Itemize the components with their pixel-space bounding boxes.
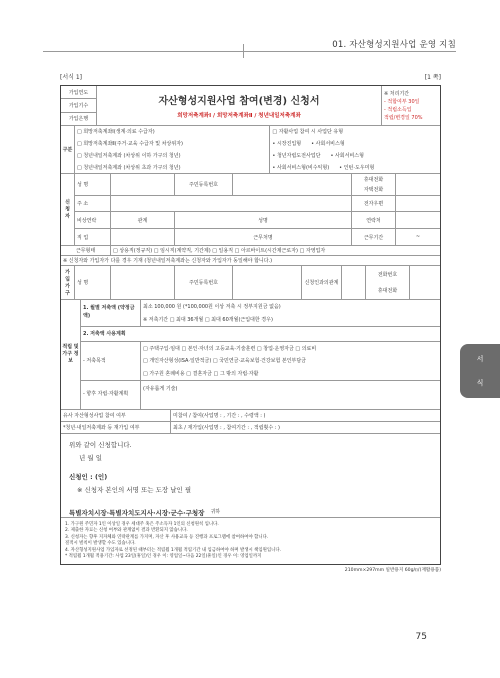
household-section: [61, 266, 440, 300]
work-type-row: [61, 246, 440, 256]
form-title-row: [61, 86, 440, 126]
footnote-5: * 적립월 1개월 적용기간: 사업 23일(휴일)인 경우 이: 영업일~다음 22일(휴일)인 경우 이: 영업일까지: [65, 553, 262, 559]
type-hope-1[interactable]: □ 희망저축계좌Ⅰ(생계·의료 수급자): [77, 129, 155, 136]
form-title: 자산형성지원사업 참여(변경) 신청서: [158, 96, 320, 107]
signature-block: [61, 434, 440, 518]
applicant-phone-labels: [352, 174, 396, 195]
form-page: [1 쪽]: [424, 74, 441, 81]
sign-note: ※ 신청자 본인의 서명 또는 도장 날인 필: [77, 486, 192, 494]
type-social-2: • 사회서비스형: [330, 152, 364, 159]
header-rule: [43, 51, 456, 52]
household-name-field[interactable]: [111, 266, 175, 299]
mobile-label: 휴대전화: [363, 176, 384, 183]
plan-label: 적립 및 가구 정보: [61, 300, 81, 409]
sign-date[interactable]: 년 월 일: [79, 454, 102, 462]
form-number: [서식 1]: [60, 74, 82, 81]
processing-note-4: 적립/변경일 70%: [384, 115, 423, 121]
type-market: • 시장진입형: [272, 141, 302, 148]
emergency-label: 비상연락: [75, 212, 111, 228]
recipient-line: [69, 508, 432, 517]
header-tick: [243, 44, 244, 58]
prior-program-field[interactable]: 미참여 / 참여(사업명 : , 기간 : , 수령액 : ): [173, 413, 266, 419]
household-relation-field[interactable]: [342, 266, 366, 299]
applicant-id-label: 주민등록번호: [175, 174, 233, 195]
work-period-field[interactable]: ~: [415, 234, 421, 241]
savings-period[interactable]: ※ 저축기간 □ 최대 36개월 □ 최대 60개월(근입대한 경우): [143, 316, 273, 323]
side-tab-char-1: 서: [476, 355, 484, 363]
reenroll-label: *청년·내일저축계좌 등 재가입 여부: [61, 422, 171, 433]
household-label: 가입가구: [61, 266, 75, 299]
side-tab: [460, 344, 500, 398]
plan-future-row: [81, 381, 440, 409]
job-field[interactable]: [111, 229, 175, 245]
self-sufficiency-title[interactable]: □ 자활사업 참여 시 사업단 유형: [272, 129, 344, 136]
email-label: 전자우편: [352, 196, 396, 212]
applicant-label: 신청자: [61, 174, 75, 245]
reenroll-field[interactable]: 최초 / 재가입(사업명 : , 참여기간 : , 적립횟수 : ): [173, 425, 280, 431]
future-plan-label: - 향후 자립·자활계획: [81, 381, 141, 409]
household-id-label: 주민등록번호: [175, 266, 233, 299]
household-phone-field[interactable]: [410, 266, 440, 299]
type-youth-high[interactable]: □ 청년내일저축계좌 (차상위 초과 가구의 청년): [77, 164, 181, 171]
applicant-section: [61, 174, 440, 246]
email-field[interactable]: [396, 196, 440, 212]
workplace-label: 근무처명: [175, 229, 352, 245]
application-form: [60, 72, 441, 573]
processing-cell: [382, 86, 440, 125]
footnote-3: 3. 신청자는 향후 지자체와 연락관계를 가지며, 자산 후 사용교육 등 진행과 프로그램에 참여하여야 합니다.: [65, 534, 269, 540]
applicant-grid: [75, 174, 440, 245]
plan-savings-row: [81, 300, 440, 327]
household-note-row: [61, 256, 440, 266]
sign-intro: 위와 같이 신청합니다.: [69, 441, 132, 449]
page-number: 75: [415, 632, 427, 642]
category-row: [61, 126, 440, 174]
reenroll-row: [61, 422, 440, 434]
purpose-label: - 저축목적: [81, 342, 141, 380]
left-code-cell: [61, 86, 97, 125]
monthly-savings-values: [141, 300, 440, 326]
processing-note-2: - 적합여부 30일: [384, 99, 420, 105]
footnotes: [61, 518, 440, 564]
applicant-name-label: 성 명: [75, 174, 111, 195]
household-relation-label: 신청인과의관계: [302, 266, 342, 299]
monthly-savings-amount[interactable]: 최소 100,000 원 (*100,000원 이상 저축 시 정부지원금 없음): [143, 303, 281, 310]
plan-section: [61, 300, 440, 410]
monthly-savings-label: 1. 월별 저축액 (약정금액): [81, 300, 141, 326]
type-social-nonprofit: • 사회서비스형(비수익형): [272, 164, 330, 171]
household-phone-labels: [366, 266, 410, 299]
contact-label: 연락처: [352, 212, 396, 228]
account-types[interactable]: [75, 126, 270, 173]
household-phone-label: 전화번호: [377, 271, 398, 278]
code-term: 가입기수: [61, 99, 96, 112]
applicant-id-field[interactable]: [233, 174, 352, 195]
household-name-label: 성 명: [75, 266, 111, 299]
side-tab-char-2: 식: [476, 379, 484, 387]
address-label: 주 소: [75, 196, 111, 212]
prior-program-label: 유사 자산형성사업 참여 여부: [61, 410, 171, 421]
form-subtitle: 희망저축계좌Ⅰ / 희망저축계좌Ⅱ / 청년내일저축계좌: [177, 113, 301, 119]
emergency-name-label: 성명: [175, 212, 352, 228]
contact-field[interactable]: [396, 212, 440, 228]
type-hope-2[interactable]: □ 희망저축계좌Ⅱ(주거·교육 수급자 및 차상위자): [77, 141, 183, 148]
processing-note-1: ※ 처리기간: [384, 91, 410, 97]
plan-usage-row: [81, 327, 440, 342]
type-social-1: • 사회서비스형: [311, 141, 345, 148]
purpose-option-1[interactable]: □ 주택구입·임대 □ 본인·자녀의 고등교육·기술훈련 □ 창업·운영자금 □ 의료비: [143, 345, 317, 352]
future-plan-field[interactable]: (자유롭게 기술): [143, 385, 178, 392]
recipient-suffix: 귀하: [210, 509, 221, 515]
work-type-options[interactable]: □ 상용직(정규직) □ 임시직(계약직, 기간제) □ 일용직 □ 아르바이트(시간제근로자) □ 자영업자: [113, 248, 326, 254]
type-youth-low[interactable]: □ 청년내일저축계좌 (차상위 이하 가구의 청년): [77, 152, 181, 159]
footnote-1: 1. 가구원 주민자 1인 이상일 경우 세대주 혹은 주소득자 1인의 신청원칙 입니다.: [65, 522, 219, 527]
footnote-2: 2. 제출한 자료는 신청 여부와 관계없이 결과 반환되지 않습니다.: [65, 528, 188, 534]
code-bank: 가입은행: [68, 116, 89, 123]
applicant-row-emergency: [75, 212, 440, 229]
prior-program-row: [61, 410, 440, 422]
applicant-row-address: [75, 196, 440, 213]
household-id-field[interactable]: [233, 266, 302, 299]
work-type-label: 근무형태: [61, 246, 111, 255]
purpose-option-3[interactable]: □ 가구원 혼례비용 □ 결혼자금 □ 그 밖의 자립·자활: [143, 370, 259, 377]
address-field[interactable]: [111, 196, 352, 212]
purpose-options: [141, 342, 440, 380]
code-year: 가입연도: [61, 86, 96, 99]
sign-applicant[interactable]: 신청인 : (인): [69, 473, 108, 481]
applicant-row-name: [75, 174, 440, 196]
form-sheet: [60, 85, 441, 565]
relation-label: 관계: [111, 212, 175, 228]
plan-purpose-row: [81, 342, 440, 381]
category-label: 구분: [61, 126, 75, 173]
type-youth-challenge: • 청년자립도전사업단: [272, 152, 321, 159]
applicant-name-field[interactable]: [111, 174, 175, 195]
applicant-row-job: [75, 229, 440, 245]
processing-note-3: - 적립소득입: [384, 107, 412, 113]
applicant-phone-field[interactable]: [396, 174, 440, 195]
self-sufficiency-types: [270, 126, 440, 173]
purpose-option-2[interactable]: □ 개인자산형성(ISA·일반적금) □ 국민연금·교육보험·건강보험 본인부담금: [143, 358, 307, 365]
home-phone-label: 자택전화: [363, 186, 384, 193]
footnote-4: 4. 자산형성지원사업 가입자로 선정된 때부터는 적립월 1개월 적립기간 내 입금하여야 하며 발생시 책임원입니다.: [65, 547, 281, 553]
household-mobile-label: 휴대전화: [377, 288, 398, 295]
form-title-cell: [97, 86, 382, 125]
recipient: 특별자치시장·특별자치도지사·시장·군수·구청장: [69, 509, 205, 517]
plan-body: [81, 300, 440, 409]
job-label: 직 업: [75, 229, 111, 245]
household-note: ※ 신청자와 가입자가 다를 경우 기재 (청년내일저축계좌는 신청자와 가입자가 동일해야 합니다.): [63, 258, 273, 264]
page-header: 01. 자산형성지원사업 운영 지침: [332, 40, 456, 50]
type-intern: • 인턴·도우미형: [339, 164, 375, 171]
footnote-3b: 질적시 벌칙이 발생할 수도 있습니다.: [65, 541, 136, 547]
paper-size: 210mm×297mm 일반용지 60g/㎡(재활용품): [344, 568, 441, 574]
usage-plan-label: 2. 저축액 사용계획: [83, 331, 126, 338]
work-period-label: 근무기간: [352, 229, 396, 245]
